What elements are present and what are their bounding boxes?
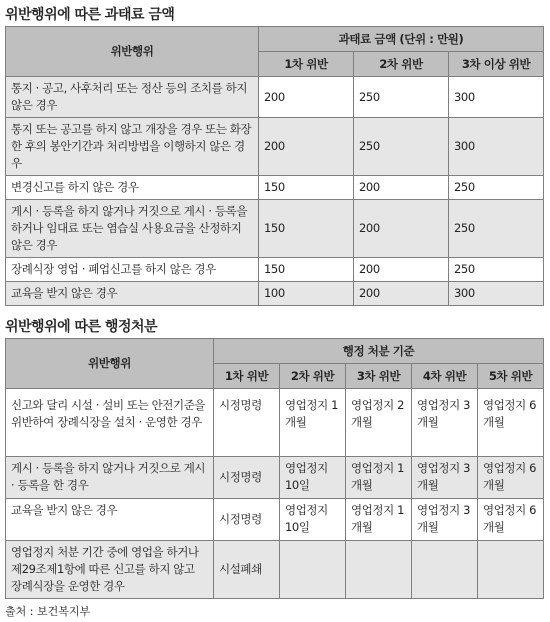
admin-value: 시정명령 <box>214 389 280 457</box>
fine-value: 200 <box>354 282 449 306</box>
admin-value: 시설폐쇄 <box>214 541 280 599</box>
fine-value: 300 <box>449 118 544 176</box>
fine-value: 150 <box>259 258 354 282</box>
admin-value: 영업정지 6개월 <box>478 389 544 457</box>
fine-value: 250 <box>354 118 449 176</box>
admin-value: 영업정지 6개월 <box>478 457 544 499</box>
fine-violation: 통지 또는 공고를 하지 않고 개장을 경우 또는 화장한 후의 봉안기간과 처리방법을 이행하지 않은 경우 <box>6 118 259 176</box>
admin-violation: 게시 · 등록을 하지 않거나 거짓으로 게시 · 등록을 한 경우 <box>6 457 214 499</box>
admin-value: 영업정지 1개월 <box>346 457 412 499</box>
admin-value: 영업정지 2개월 <box>346 389 412 457</box>
table-row <box>6 389 544 457</box>
fine-value: 100 <box>259 282 354 306</box>
fine-table <box>5 26 544 306</box>
fine-value: 250 <box>354 77 449 118</box>
fine-value: 150 <box>259 176 354 200</box>
fine-violation: 변경신고를 하지 않은 경우 <box>6 176 259 200</box>
fine-value: 200 <box>354 258 449 282</box>
admin-value: 영업정지 3개월 <box>412 457 478 499</box>
admin-value: 영업정지 10일 <box>280 499 346 541</box>
admin-value <box>346 541 412 599</box>
table-row <box>6 457 544 499</box>
fine-value: 150 <box>259 200 354 258</box>
fine-value: 200 <box>259 118 354 176</box>
fine-value: 250 <box>449 176 544 200</box>
admin-violation: 교육을 받지 않은 경우 <box>6 499 214 541</box>
table-row <box>6 541 544 599</box>
admin-value: 영업정지 3개월 <box>412 389 478 457</box>
table-row <box>6 282 544 306</box>
admin-table <box>5 338 544 599</box>
admin-table-title: 위반행위에 따른 행정처분 <box>5 319 158 335</box>
admin-value: 시정명령 <box>214 499 280 541</box>
table-row <box>6 77 544 118</box>
admin-subheader-2: 2차 위반 <box>280 364 346 389</box>
admin-value <box>478 541 544 599</box>
admin-value <box>412 541 478 599</box>
fine-violation: 게시 · 등록을 하지 않거나 거짓으로 게시 · 등록을 하거나 임대료 또는 염습실 사용요금을 산정하지 않은 경우 <box>6 200 259 258</box>
admin-subheader-1: 1차 위반 <box>214 364 280 389</box>
admin-value: 시정명령 <box>214 457 280 499</box>
fine-header-violation: 위반행위 <box>6 27 259 77</box>
table-row <box>6 118 544 176</box>
admin-value: 영업정지 10일 <box>280 457 346 499</box>
table-row <box>6 200 544 258</box>
admin-value: 영업정지 3개월 <box>412 499 478 541</box>
admin-violation: 신고와 달리 시설 · 설비 또는 안전기준을 위반하여 장례식장을 설치 · 운영한 경우 <box>6 389 214 457</box>
fine-value: 300 <box>449 77 544 118</box>
fine-table-title: 위반행위에 따른 과태료 금액 <box>5 7 175 23</box>
admin-value: 영업정지 1개월 <box>346 499 412 541</box>
admin-value <box>280 541 346 599</box>
admin-value: 영업정지 1개월 <box>280 389 346 457</box>
admin-header-violation: 위반행위 <box>6 339 214 389</box>
fine-value: 200 <box>259 77 354 118</box>
admin-subheader-3: 3차 위반 <box>346 364 412 389</box>
fine-header-amount: 과태료 금액 (단위 : 만원) <box>259 27 544 52</box>
admin-value: 영업정지 6개월 <box>478 499 544 541</box>
fine-value: 250 <box>449 258 544 282</box>
table-row <box>6 499 544 541</box>
admin-header-standard: 행정 처분 기준 <box>214 339 544 364</box>
fine-value: 200 <box>354 176 449 200</box>
fine-subheader-1: 1차 위반 <box>259 52 354 77</box>
fine-violation: 통지 · 공고, 사후처리 또는 정산 등의 조치를 하지 않은 경우 <box>6 77 259 118</box>
fine-value: 250 <box>449 200 544 258</box>
table-row <box>6 258 544 282</box>
table-row <box>6 176 544 200</box>
fine-violation: 장례식장 영업 · 폐업신고를 하지 않은 경우 <box>6 258 259 282</box>
fine-subheader-3: 3차 이상 위반 <box>449 52 544 77</box>
source-note: 출처 : 보건복지부 <box>5 605 91 618</box>
admin-subheader-5: 5차 위반 <box>478 364 544 389</box>
fine-value: 200 <box>354 200 449 258</box>
fine-subheader-2: 2차 위반 <box>354 52 449 77</box>
admin-violation: 영업정지 처분 기간 중에 영업을 하거나 제29조제1항에 따른 신고를 하지 않고 장례식장을 운영한 경우 <box>6 541 214 599</box>
fine-value: 300 <box>449 282 544 306</box>
fine-violation: 교육을 받지 않은 경우 <box>6 282 259 306</box>
admin-subheader-4: 4차 위반 <box>412 364 478 389</box>
